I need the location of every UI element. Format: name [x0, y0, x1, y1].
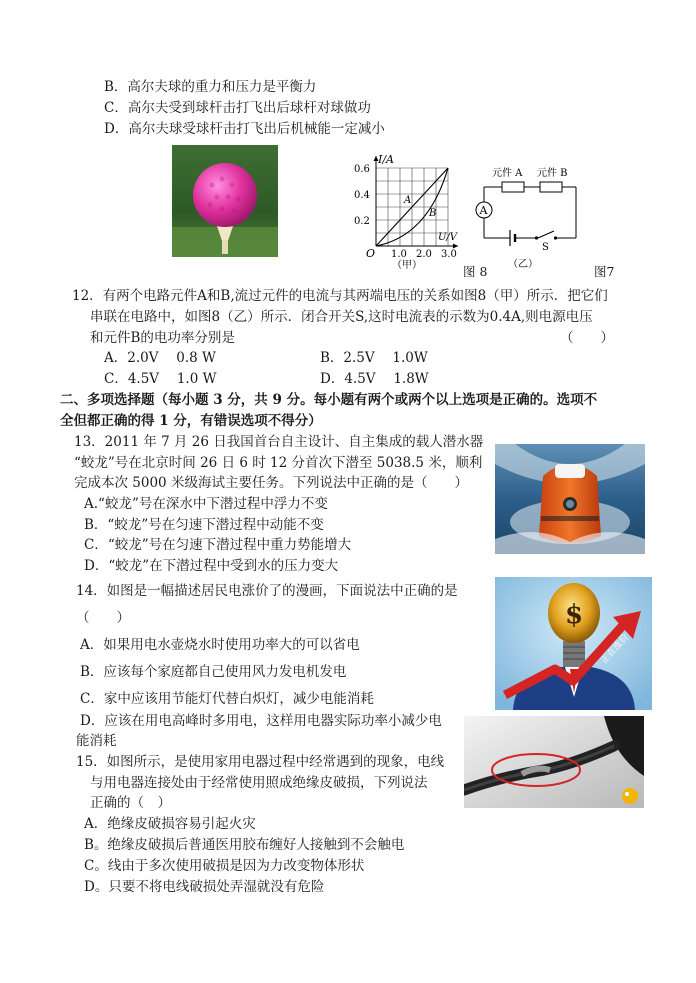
q12-line-1: 12．有两个电路元件A和B,流过元件的电流与其两端电压的关系如图8（甲）所示．把它们	[72, 288, 608, 304]
y-tick-06: 0.6	[354, 164, 370, 175]
x-tick-3: 3.0	[441, 249, 457, 260]
origin-label: O	[366, 247, 376, 260]
q13-line-1: 13．2011 年 7 月 26 日我国首台自主设计、自主集成的载人潜水器	[74, 434, 484, 450]
q13-line-2: “蛟龙”号在北京时间 26 日 6 时 12 分首次下潜至 5038.5 米，顺利	[74, 455, 483, 471]
q12-option-b: B．2.5V 1.0W	[320, 350, 428, 366]
element-b-label: 元件 B	[537, 168, 568, 179]
q15-line-1: 15．如图所示，是使用家用电器过程中经常遇到的现象，电线	[76, 754, 445, 770]
q14-option-c: C．家中应该用节能灯代替白炽灯，减少电能消耗	[80, 691, 374, 707]
cartoon-caption: 正在涨价	[599, 632, 632, 666]
q13-option-c: C．“蛟龙”号在匀速下潜过程中重力势能增大	[84, 537, 352, 553]
x-axis-label: U/V	[438, 232, 458, 243]
submersible-photo	[495, 444, 645, 554]
q14-line-1: 14．如图是一幅描述居民电涨价了的漫画，下面说法中正确的是	[76, 583, 458, 599]
q15-option-c: C。线由于多次使用破损是因为力改变物体形状	[84, 858, 365, 874]
ammeter-label: A	[479, 204, 488, 217]
q12-option-c: C．4.5V 1.0 W	[104, 371, 217, 387]
dollar-sign: $	[565, 600, 584, 630]
caption-jia: （甲）	[392, 260, 422, 270]
q11-option-d: D．高尔夫球受球杆击打飞出后机械能一定减小	[104, 121, 385, 137]
y-tick-04: 0.4	[354, 190, 370, 201]
q15-option-d: D。只要不将电线破损处弄湿就没有危险	[84, 879, 325, 895]
element-a-label: 元件 A	[492, 168, 523, 179]
q14-option-b: B．应该每个家庭都自己使用风力发电机发电	[80, 664, 347, 680]
q14-option-d-line-2: 能消耗	[76, 733, 117, 749]
q14-option-a: A．如果用电水壶烧水时使用功率大的可以省电	[80, 637, 360, 653]
q15-line-3: 正确的（ ）	[90, 795, 171, 811]
figure-8-label: 图 8	[463, 264, 488, 279]
section-2-heading-line-1: 二、多项选择题（每小题 3 分，共 9 分。每小题有两个或两个以上选项是正确的。选项不	[60, 392, 598, 408]
q14-line-2: （ ）	[76, 610, 130, 626]
q13-option-b: B．“蛟龙”号在匀速下潜过程中动能不变	[84, 517, 324, 533]
figure-8-circuit	[470, 160, 584, 272]
y-tick-02: 0.2	[354, 216, 370, 227]
q13-line-3: 完成本次 5000 米级海试主要任务。下列说法中正确的是（ ）	[74, 475, 468, 491]
q12-answer-paren: （ ）	[560, 330, 614, 346]
q11-option-c: C．高尔夫受到球杆击打飞出后球杆对球做功	[104, 100, 371, 116]
figure-8-graph	[346, 152, 464, 270]
golf-ball-photo	[172, 145, 278, 257]
q12-line-2: 串联在电路中，如图8（乙）所示．闭合开关S,这时电流表的示数为0.4A,则电源电压	[90, 309, 593, 325]
q12-option-a: A．2.0V 0.8 W	[104, 350, 216, 366]
q12-line-3: 和元件B的电功率分别是	[90, 330, 235, 346]
electricity-price-cartoon	[495, 577, 652, 710]
q13-option-a: A.“蛟龙”号在深水中下潜过程中浮力不变	[84, 496, 328, 512]
section-2-heading-line-2: 全但都正确的得 1 分，有错误选项不得分）	[60, 413, 322, 429]
x-tick-2: 2.0	[416, 249, 432, 260]
q14-option-d-line-1: D．应该在用电高峰时多用电，这样用电器实际功率小减少电	[80, 713, 442, 729]
switch-label: S	[542, 242, 549, 253]
curve-b-label: B	[429, 208, 437, 219]
q13-option-d: D．“蛟龙”在下潜过程中受到水的压力变大	[84, 558, 339, 574]
q12-option-d: D．4.5V 1.8W	[320, 371, 429, 387]
figure-7-label: 图7	[594, 264, 615, 279]
q15-line-2: 与用电器连接处由于经常使用照成绝缘皮破损，下列说法	[90, 775, 428, 791]
q15-option-a: A．绝缘皮破损容易引起火灾	[84, 816, 256, 832]
y-axis-label: I/A	[378, 153, 394, 166]
q11-option-b: B．高尔夫球的重力和压力是平衡力	[104, 79, 317, 95]
curve-a-label: A	[404, 195, 412, 206]
caption-yi: （乙）	[508, 259, 538, 270]
q15-option-b: B。绝缘皮破损后普通医用胶布缠好人接触到不会触电	[84, 837, 405, 853]
x-tick-1: 1.0	[391, 249, 407, 260]
damaged-wire-photo	[464, 716, 644, 808]
